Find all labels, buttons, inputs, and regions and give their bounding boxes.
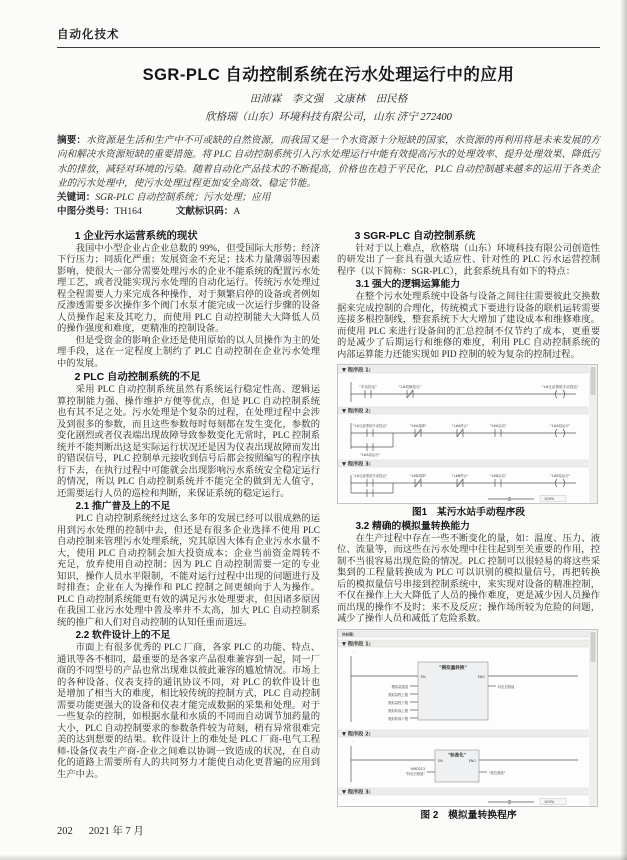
paragraph: 但是受资金的影响企业还是使用原始的以人员操作为主的处理手段，这在一定程度上制约了 PLC 自动控制在企业污水处理中的发展。 (57, 335, 320, 369)
paragraph: 市面上有很多优秀的 PLC 厂商，各家 PLC 的功能、特点、通讯等各不相同，最重要的是各家产品很难兼容到一起，同一厂商的不同型号的产品也常出现难以彼此兼容的尴尬情况。市场上的各种设备、仪表支持的通讯协议不同，对 PLC 的软件设计也是增加了相当大的难度，相比较传统的控制方式，PLC 自动控制需要功能更强大的设备和仪表才能完成数据的采集和处理。对于一些复杂的控制，如根据水量和水质的不同而自动调节加药量的大小，PLC 自动控制要求的参数条件较为苛刻，稍有异常很难完美的达到想要的结果。软件设计上的难处是 PLC 厂商-电气工程师-设备仪表生产商-企业之间难以协调一致造成的状况，在自动化的道路上需要所有人的共同努力才能使自动化更普遍的应用到生产中去。 (57, 643, 320, 780)
contact-label: "1#过滤系统手动投运" (352, 474, 388, 479)
section-heading-3-2: 3.2 精确的模拟量转换能力 (355, 520, 470, 532)
function-block-screenshot (337, 629, 598, 807)
segment-2-label: ▼ 程序段 2: (342, 731, 371, 738)
abstract-label: 摘要： (57, 135, 87, 146)
paragraph: 我国中小型企业占企业总数的 99%，但受国际大形势；经济下行压力；同质化严重；发展资金不充足；技术力量薄弱等因素影响，使很大一部分需要处理污水的企业不能系统的配置污水处理工艺，或者没能实现污水处理的自动化运行。传统污水处理过程全程需要人力来完成各种操作，对于频繁启停的设备或者例如反渗透需要多次操作多个阀门水泵才能完成一次运行步骤的设备人员操作起来及其吃力，而使用 PLC 自动控制能大大降低人员的操作强度和难度，更精准的控制设备。 (57, 243, 320, 335)
segment-header-stripe (338, 788, 588, 795)
page-footer (57, 823, 144, 838)
figure-2-caption: 图 2 模拟量转换程序 (420, 809, 517, 821)
issue-date: 2021 年 7 月 (88, 826, 144, 837)
segment-header-stripe (338, 730, 588, 737)
abstract-block (57, 134, 600, 220)
eno-pin: ENO (468, 758, 476, 763)
zoom-slider-thumb (508, 497, 511, 501)
doc-code-value: A (233, 206, 241, 218)
branch-contact-label: "1#A泵运行" (359, 453, 381, 458)
zoom-slider-thumb (508, 800, 511, 804)
coil-label: "1#过滤系统手动投运" (541, 385, 579, 390)
scrollbar-thumb (591, 367, 596, 395)
figure-1-ladder-program (337, 364, 600, 519)
paragraph: 采用 PLC 自动控制系统虽然有系统运行稳定性高、逻辑运算控制能力强、操作维护方便等优点，但是 PLC 自动控制系统也有其不足之处。污水处理是个复杂的过程，在处理过程中会涉及到很多的参数，而且这些参数每时每刻都在发生变化，参数的变化剧烈或者仪表端出现故障导致参数变化无常时，PLC 控制系统并不能判断出这是实际运行状况还是因为仪表出现故障而发出的错误信号，PLC 控制单元接收到信号后都会按照编写的程序执行下去，在执行过程中可能就会出现影响污水系统安全稳定运行的情况，所以 PLC 自动控制系统并不能完全的做到无人值守，还需要运行人员的巡检和判断，来保证系统的稳定运行。 (57, 385, 320, 499)
segment-1-label: ▼ 程序段 1: (342, 367, 371, 374)
section-heading-3-1: 3.1 强大的逻辑运算能力 (355, 279, 461, 291)
section-heading-2-2: 2.2 软件设计上的不足 (75, 630, 171, 642)
title-block (57, 61, 600, 124)
function-block-title: "标准化" (447, 753, 467, 759)
keywords-text: SGR-PLC 自动控制系统；污水处理；应用 (95, 192, 271, 204)
fb-input-label: 模拟量通道 (391, 684, 408, 689)
contact-label: "1#B启动" (489, 474, 507, 479)
fb-input-label: 模拟转换上限 (388, 708, 408, 713)
keywords-label: 关键词： (57, 192, 96, 204)
running-header (57, 26, 600, 42)
eno-pin: ENO (477, 674, 485, 679)
paragraph: 在整个污水处理系统中设备与设备之间往往需要彼此交换数据来完成控制的合理化，传统模式下要进行设备的联机运转需要连接多根控制线，整套系统下大大增加了建设成本和维修难度。而使用 PLC 来进行设备间的汇总控制不仅节约了成本，更重要的是减少了后期运行和维修的难度，利用 PLC 自动控制系统的内部运算能力还能实现如 PID 控制的较为复杂的控制过程。 (337, 292, 600, 360)
segment-comment: .. (352, 647, 355, 653)
contact-label: "1#B停止" (451, 474, 469, 479)
article-title: SGR-PLC 自动控制系统在污水处理运行中的应用 (142, 66, 515, 84)
coil-label: "1#B泵运行" (549, 474, 571, 479)
section-heading-1: 1 企业污水运营系统的现状 (74, 230, 198, 242)
block-title-stripe (338, 631, 588, 637)
doc-code-label: 文献标识码： (175, 206, 234, 218)
clc-label: 中图分类号： (57, 206, 115, 218)
block-title-label: 块标题: (342, 632, 355, 637)
abstract-paragraph (57, 134, 600, 191)
contact-label: "1#A停止" (451, 424, 469, 429)
scrollbar-thumb (591, 632, 596, 662)
two-column-body (57, 229, 600, 824)
fb-input-address: %MD213 (410, 766, 425, 771)
right-column (337, 229, 600, 824)
fb-input-label: 模拟转换下限 (388, 716, 408, 721)
segment-comment: .. (352, 374, 355, 380)
segment-header-stripe (338, 460, 588, 467)
column-header-label: 自动化技术 (57, 29, 120, 41)
fb-input-label: 模拟量程下限 (388, 700, 408, 705)
contact-label: "手动投运" (359, 385, 377, 390)
segment-1-label: ▼ 程序段 1: (342, 641, 371, 648)
fb-input-label: 模拟量程上限 (388, 692, 408, 697)
fb-output-label: 转化后数值 (498, 684, 515, 689)
contact-label: "1#故障复位" (398, 385, 422, 390)
contact-label: "1#过滤系统手动投运" (352, 424, 388, 429)
zoom-value: 100% (544, 497, 555, 502)
classification-line (57, 205, 600, 219)
clc-value: TH164 (114, 206, 142, 218)
abstract-text: 水资源是生活和生产中不可或缺的自然资源，而我国又是一个水资源十分短缺的国家，水资源的再利用将是未来发展的方向和解决水资源短缺的重要措施。将 PLC 自动控制系统引入污水处理运行中能有效提高污水的处理效率、提升处理效果、降低污水的排放，减轻对环境的污染。随着自动化产品技术的不断提高，价格也在趋于平民化，PLC 自动控制越来越多的运用于各类企业的污水处理中，使污水处理过程更加安全高效、稳定节能。 (57, 135, 601, 189)
section-heading-2: 2 PLC 自动控制系统的不足 (74, 372, 201, 384)
contact-label: "1#A故障" (409, 424, 427, 429)
keywords-line (57, 191, 600, 205)
en-pin: EN (438, 758, 443, 763)
segment-2-label: ▼ 程序段 2: (342, 408, 371, 415)
function-block-title: "模拟量转换" (439, 665, 467, 671)
contact-label: "1#A启动" (489, 424, 507, 429)
fb-output-label: "液位数值" (489, 770, 506, 775)
header-rule (57, 47, 600, 48)
segment-comment: .. (352, 737, 355, 743)
paragraph: 针对于以上难点，欣格瑞（山东）环境科技有限公司创造性的研发出了一套具有强大适应性、针对性的 PLC 污水运营控制程序（以下简称：SGR-PLC），此套系统具有如下的特点： (337, 243, 600, 277)
segment-comment: .. (352, 795, 355, 801)
coil-label: "1#A泵运行" (549, 424, 571, 429)
page-number: 202 (57, 826, 73, 837)
left-column (57, 229, 320, 824)
affiliation-line: 欣格瑞（山东）环境科技有限公司，山东 济宁 272400 (205, 112, 452, 123)
section-heading-3: 3 SGR-PLC 自动控制系统 (354, 230, 476, 242)
segment-3-label: ▼ 程序段 3: (342, 789, 371, 796)
en-pin: EN (421, 674, 426, 679)
segment-header-stripe (338, 407, 588, 414)
fb-input-label: "转化后数值" (405, 771, 425, 776)
contact-label: "1#B故障" (409, 474, 427, 479)
figure-2-analog-program (337, 629, 600, 822)
segment-3-label: ▼ 程序段 3: (342, 461, 371, 468)
figure-1-caption: 图1 某污水站手动程序段 (411, 507, 526, 519)
segment-header-stripe (338, 640, 588, 647)
section-heading-2-1: 2.1 推广普及上的不足 (75, 501, 171, 513)
zoom-value: 100% (544, 799, 555, 804)
author-line: 田沛霖 李文强 文康林 田民格 (249, 94, 408, 105)
segment-comment: .. (352, 415, 355, 421)
ladder-diagram-screenshot (337, 364, 598, 504)
segment-comment: .. (352, 468, 355, 474)
paragraph: PLC 自动控制系统经过这么多年的发展已经可以很成熟的运用到污水处理的控制中去，但还是有很多企业选择不使用 PLC 自动控制来管理污水处理系统，究其原因大体有企业污水水量不大，使用 PLC 自动控制会加大投资成本；企业当前资金周转不充足，放弃使用自动控制；因为 PLC 自动控制需要一定的专业知识，操作人员水平限制，不能对运行过程中出现的问题进行及时排查；企业在人为操作和 PLC 控制之间更倾向于人为操作。PLC 自动控制系统能更有效的满足污水处理要求，但因诸多原因在我国工业污水处理中普及率并不太高，加大 PLC 自动控制系统的推广和人们对自动控制的认知任重而道远。 (57, 514, 320, 628)
paragraph: 在生产过程中存在一些不断变化的量，如：温度、压力、液位、流量等，而这些在污水处理中往往起到至关重要的作用，控制不当很容易出现危险的情况。PLC 控制可以很轻易的将这些采集到的工程量转换成为 PLC 可以识别的模拟量信号，再把转换后的模拟量信号串接到控制系统中，来实现对设备的精准控制，不仅在操作上大大降低了人员的操作难度，更是减少因人员操作而出现的操作不及时；来不及反应；操作场所较为危险的问题，减少了操作人员和减低了危险系数。 (337, 533, 600, 625)
segment-header-stripe (338, 366, 588, 373)
